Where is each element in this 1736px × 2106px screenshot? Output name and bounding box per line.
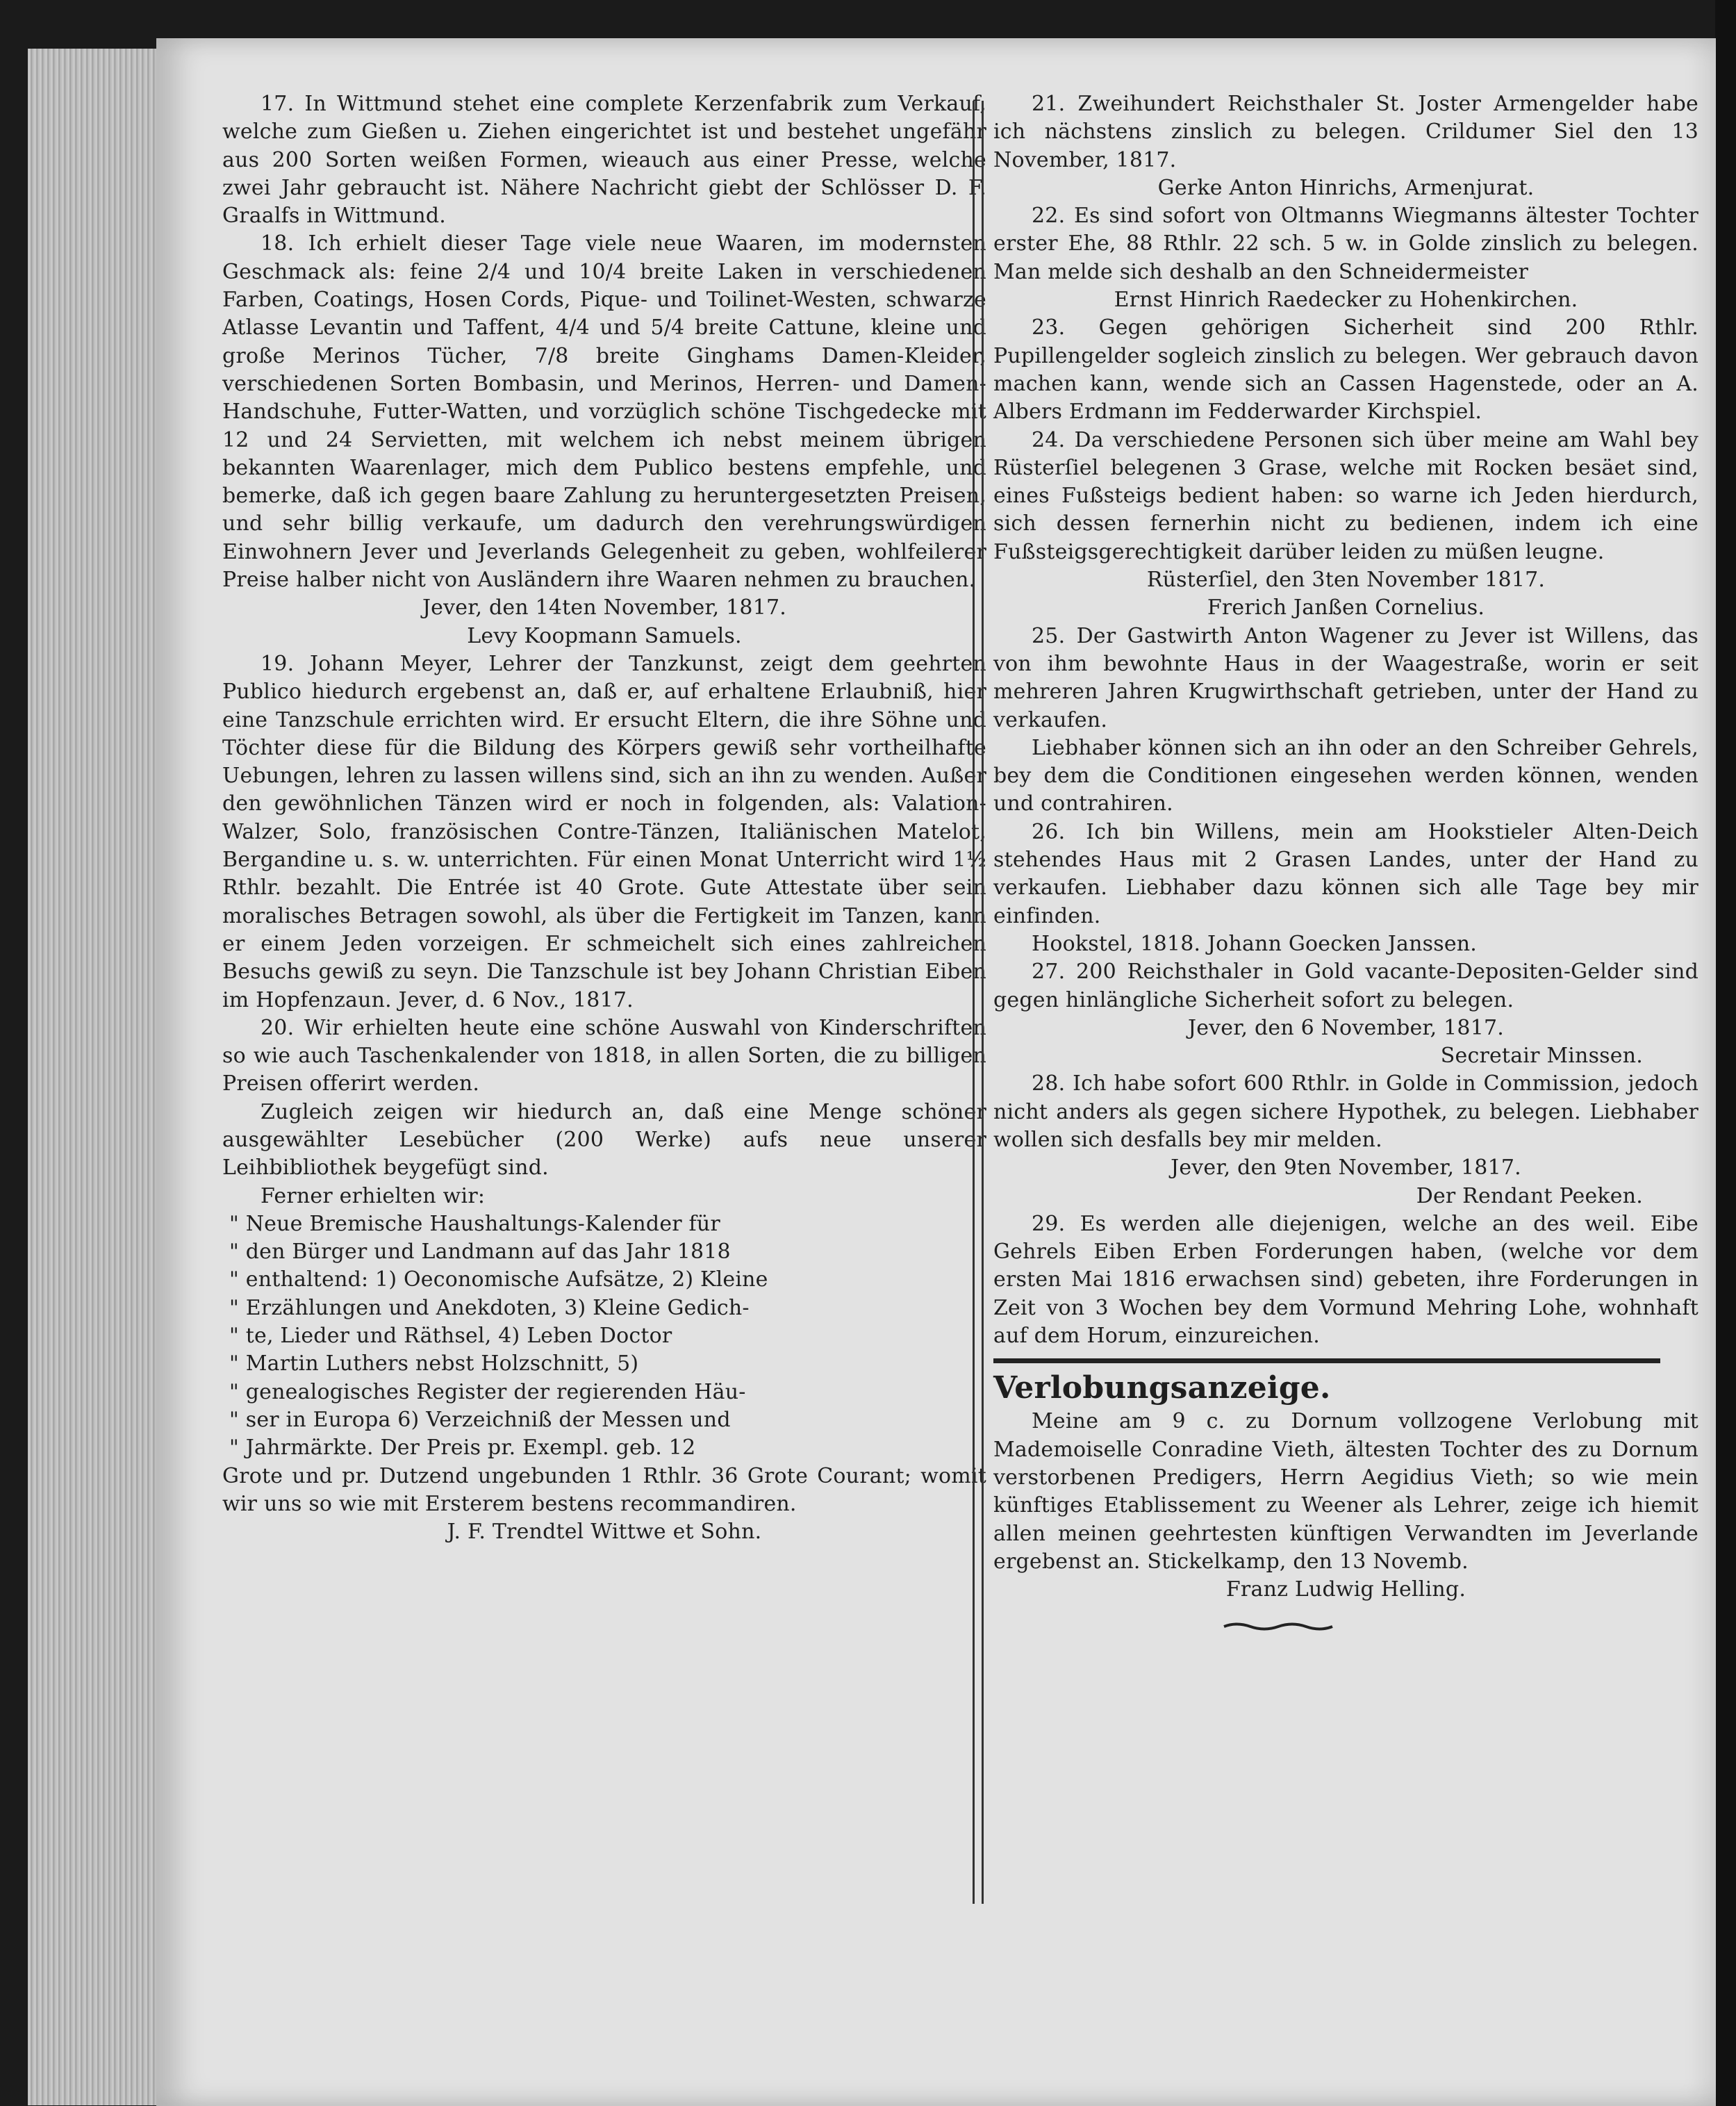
announcement-body: Meine am 9 c. zu Dornum vollzogene Verlobung mit Mademoiselle Conradine Vieth, ältesten Tochter des zu Dornum verstorbenen Predigers, Herrn Aegidius Vieth; so wie mein künftiges Etablissement zu Weener als Lehrer, zeige ich hiemit allen meinen geehrtesten künftigen Verwandten im Jeverlande ergebenst an. Stickelkamp, den 13 Novemb. bbox=[993, 1409, 1698, 1574]
left-notice: Grote und pr. Dutzend ungebunden 1 Rthlr. 36 Grote Courant; womit wir uns so wie mit Ersterem bestens recommandiren. bbox=[222, 1463, 986, 1516]
left-quote-line: " te, Lieder und Räthsel, 4) Leben Doctor bbox=[229, 1324, 672, 1349]
right-notice: 25. Der Gastwirth Anton Wagener zu Jever ist Willens, das von ihm bewohnte Haus in der Waagestraße, worin er seit mehreren Jahren Krugwirthschaft getrieben, unter der Hand zu verkaufen. bbox=[993, 623, 1698, 732]
right-notice: 26. Ich bin Willens, mein am Hookstieler Alten-Deich stehendes Haus mit 2 Grasen Landes, unter der Hand zu verkaufen. Liebhaber dazu können sich alle Tage bey mir einfinden. bbox=[993, 819, 1698, 928]
right-signature: Frerich Janßen Cornelius. bbox=[1207, 595, 1485, 620]
left-quote-line: " ser in Europa 6) Verzeichniß der Messen und bbox=[229, 1407, 731, 1432]
right-notice: 22. Es sind sofort von Oltmanns Wiegmanns ältester Tochter erster Ehe, 88 Rthlr. 22 sch. 5 w. in Golde zinslich zu belegen. Man melde sich deshalb an den Schneidermeister bbox=[993, 204, 1698, 284]
left-notice: Ferner erhielten wir: bbox=[261, 1183, 486, 1208]
left-quote-line: " Jahrmärkte. Der Preis pr. Exempl. geb. 12 bbox=[229, 1435, 696, 1461]
left-notice: 19. Johann Meyer, Lehrer der Tanzkunst, zeigt dem geehrten Publico hiedurch ergebenst an, daß er, auf erhaltene Erlaubniß, hier eine Tanzschule errichten wird. Er ersucht Eltern, die ihre Söhne und Töchter diese für die Bildung des Körpers gewiß sehr vortheilhafte Uebungen, lehren zu lassen willens sind, sich an ihn zu wenden. Außer den gewöhnlichen Tänzen wird er noch in folgenden, als: Valation-Walzer, Solo, französischen Contre-Tänzen, Italiänischen Matelot, Bergandine u. s. w. unterrichten. Für einen Monat Unterricht wird 1½ Rthlr. bezahlt. Die Entrée ist 40 Grote. Gute Attestate über sein moralisches Betragen sowohl, als über die Fertigkeit im Tanzen, kann er einem Jeden vorzeigen. Er schmeichelt sich eines zahlreichen Besuchs gewiß zu seyn. Die Tanzschule ist bey Johann Christian Eiben im Hopfenzaun. Jever, d. 6 Nov., 1817. bbox=[222, 651, 986, 1012]
right-signature: Jever, den 9ten November, 1817. bbox=[1171, 1155, 1521, 1180]
left-column bbox=[222, 90, 986, 1546]
left-notice: Zugleich zeigen wir hiedurch an, daß eine Menge schöner ausgewählter Lesebücher (200 Werke) aufs neue unserer Leihbibliothek beygefügt sind. bbox=[222, 1099, 986, 1180]
left-quote-line: " Erzählungen und Anekdoten, 3) Kleine Gedich- bbox=[229, 1295, 750, 1320]
right-signature: Der Rendant Peeken. bbox=[1416, 1183, 1643, 1208]
newspaper-page bbox=[156, 38, 1716, 2106]
book-page-edges bbox=[28, 49, 167, 2105]
right-notice: 29. Es werden alle diejenigen, welche an des weil. Eibe Gehrels Eiben Erben Forderungen haben, (welche vor dem ersten Mai 1816 erwachsen sind) gebeten, ihre Forderungen in Zeit von 3 Wochen bey dem Vormund Mehring Lohe, wohnhaft auf dem Horum, einzureichen. bbox=[993, 1211, 1698, 1349]
right-signature: Jever, den 6 November, 1817. bbox=[1187, 1015, 1505, 1040]
right-column bbox=[993, 90, 1698, 1640]
scan-border bbox=[1715, 0, 1736, 2106]
right-notice: 27. 200 Reichsthaler in Gold vacante-Depositen-Gelder sind gegen hinlängliche Sicherheit sofort zu belegen. bbox=[993, 960, 1698, 1012]
left-quote-line: " Martin Luthers nebst Holzschnitt, 5) bbox=[229, 1351, 639, 1376]
left-quote-line: " genealogisches Register der regierenden Häu- bbox=[229, 1379, 746, 1404]
left-signature: Levy Koopmann Samuels. bbox=[467, 623, 742, 648]
left-signature: J. F. Trendtel Wittwe et Sohn. bbox=[447, 1520, 762, 1545]
right-signature: Gerke Anton Hinrichs, Armenjurat. bbox=[1157, 175, 1535, 200]
right-signature: Ernst Hinrich Raedecker zu Hohenkirchen. bbox=[1114, 288, 1578, 313]
announcement-rule bbox=[993, 1358, 1660, 1363]
left-quote-line: " Neue Bremische Haushaltungs-Kalender für bbox=[229, 1211, 720, 1236]
left-notice: 17. In Wittmund stehet eine complete Kerzenfabrik zum Verkauf, welche zum Gießen u. Ziehen eingerichtet ist und bestehet ungefähr aus 200 Sorten weißen Formen, wieauch aus einer Presse, welche zwei Jahr gebraucht ist. Nähere Nachricht giebt der Schlösser D. F. Graalfs in Wittmund. bbox=[222, 92, 986, 229]
right-notice: 28. Ich habe sofort 600 Rthlr. in Golde in Commission, jedoch nicht anders als gegen sichere Hypothek, zu belegen. Liebhaber wollen sich desfalls bey mir melden. bbox=[993, 1071, 1698, 1152]
right-notice: Liebhaber können sich an ihn oder an den Schreiber Gehrels, bey dem die Conditionen eingesehen werden können, wenden und contrahiren. bbox=[993, 735, 1698, 816]
left-signature: Jever, den 14ten November, 1817. bbox=[422, 595, 787, 620]
column-divider bbox=[973, 101, 984, 1904]
right-signature: Secretair Minssen. bbox=[1440, 1044, 1643, 1069]
left-quote-line: " den Bürger und Landmann auf das Jahr 1818 bbox=[229, 1240, 731, 1265]
announcement-signature: Franz Ludwig Helling. bbox=[1225, 1577, 1466, 1602]
right-notice: 24. Da verschiedene Personen sich über meine am Wahl bey Rüsterſiel belegenen 3 Grase, welche mit Rocken besäet sind, eines Fußsteigs bedient haben: so warne ich Jeden hierdurch, sich dessen fernerhin nicht zu bedienen, indem ich eine Fußsteigsgerechtigkeit darüber leiden zu müßen leugne. bbox=[993, 427, 1698, 564]
announcement-heading: Verlobungsanzeige. bbox=[993, 1370, 1331, 1406]
left-notice: 20. Wir erhielten heute eine schöne Auswahl von Kinderschriften so wie auch Taschenkalender von 1818, in allen Sorten, die zu billigen Preisen offerirt werden. bbox=[222, 1015, 986, 1096]
left-quote-line: " enthaltend: 1) Oeconomische Aufsätze, 2) Kleine bbox=[229, 1267, 768, 1292]
right-notice: 21. Zweihundert Reichsthaler St. Joster Armengelder habe ich nächstens zinslich zu belegen. Crildumer Siel den 13 November, 1817. bbox=[993, 92, 1698, 172]
left-notice: 18. Ich erhielt dieser Tage viele neue Waaren, im modernsten Geschmack als: feine 2/4 und 10/4 breite Laken in verschiedenen Farben, Coatings, Hosen Cords, Pique- und Toilinet-Westen, schwarze Atlasse Levantin und Taffent, 4/4 und 5/4 breite Cattune, kleine und große Merinos Tücher, 7/8 breite Ginghams Damen-Kleider, verschiedenen Sorten Bombasin, und Merinos, Herren- und Damen-Handschuhe, Futter-Watten, und vorzüglich schöne Tischgedecke mit 12 und 24 Servietten, mit welchem ich nebst meinem übrigen bekannten Waarenlager, mich dem Publico bestens empfehle, und bemerke, daß ich gegen baare Zahlung zu heruntergesetzten Preisen, und sehr billig verkaufe, um dadurch den verehrungswürdigen Einwohnern Jever und Jeverlands Gelegenheit zu geben, wohlfeilerer Preise halber nicht von Ausländern ihre Waaren nehmen zu brauchen. bbox=[222, 231, 986, 593]
right-line: Hookstel, 1818. Johann Goecken Janssen. bbox=[1032, 931, 1478, 956]
right-notice: 23. Gegen gehörigen Sicherheit sind 200 Rthlr. Pupillengelder sogleich zinslich zu belegen. Wer gebrauch davon machen kann, wende sich an Cassen Hagenstede, oder an A. Albers Erdmann im Fedderwarder Kirchspiel. bbox=[993, 315, 1698, 425]
right-column-notices bbox=[993, 90, 1698, 1350]
right-signature: Rüsterſiel, den 3ten November 1817. bbox=[1146, 568, 1546, 593]
closing-flourish bbox=[1223, 1620, 1334, 1631]
